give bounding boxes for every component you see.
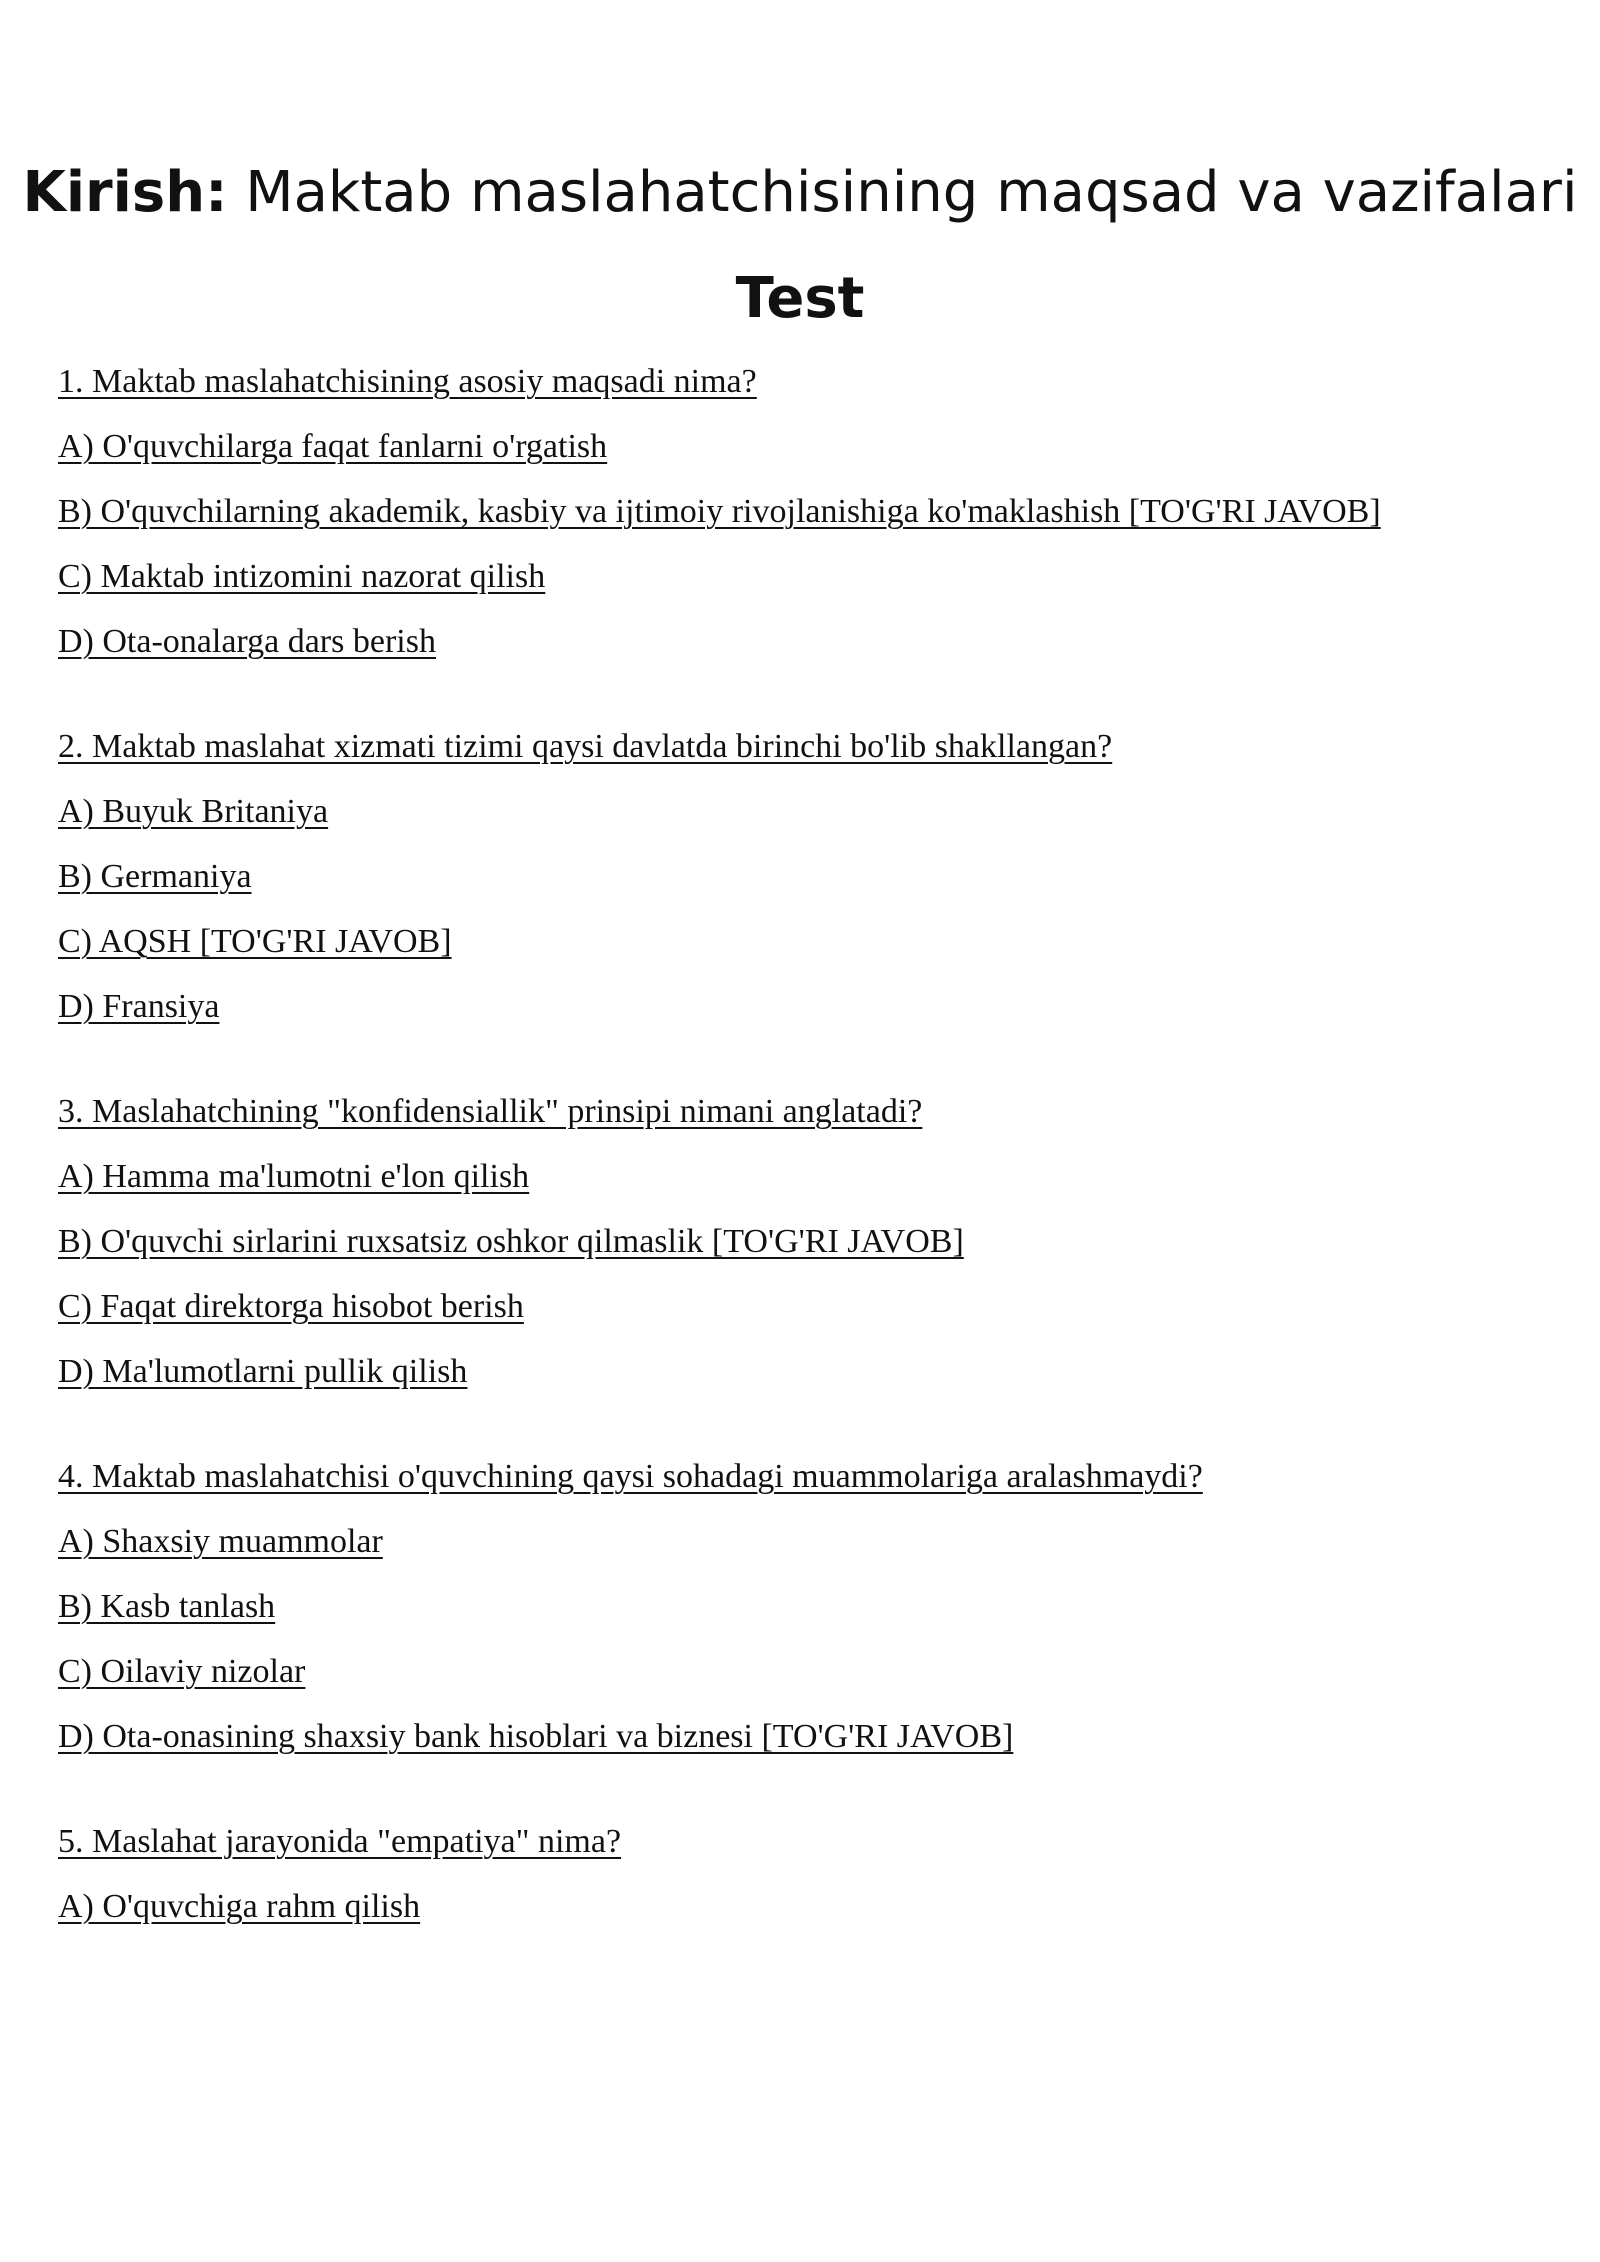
answer-option-c: C) AQSH [TO'G'RI JAVOB] <box>58 923 452 960</box>
question-2 <box>58 727 1498 1027</box>
page-subtitle: Test <box>735 266 865 331</box>
answer-option-b: B) Germaniya <box>58 858 252 895</box>
answer-option-c: C) Maktab intizomini nazorat qilish <box>58 558 546 595</box>
question-text: 3. Maslahatchining "konfidensiallik" prinsipi nimani anglatadi? <box>58 1093 923 1130</box>
answer-option-a: A) Buyuk Britaniya <box>58 793 329 830</box>
page-title-lead: Kirish: <box>22 160 228 225</box>
answer-option-a: A) Hamma ma'lumotni e'lon qilish <box>58 1158 530 1195</box>
answer-option-c: C) Oilaviy nizolar <box>58 1653 306 1690</box>
question-4 <box>58 1457 1498 1757</box>
question-1 <box>58 362 1498 662</box>
answer-option-a: A) O'quvchiga rahm qilish <box>58 1888 421 1925</box>
question-text: 2. Maktab maslahat xizmati tizimi qaysi davlatda birinchi bo'lib shakllangan? <box>58 728 1113 765</box>
question-text: 1. Maktab maslahatchisining asosiy maqsadi nima? <box>58 363 757 400</box>
answer-option-d: D) Ma'lumotlarni pullik qilish <box>58 1353 468 1390</box>
question-3 <box>58 1092 1498 1392</box>
answer-option-a: A) O'quvchilarga faqat fanlarni o'rgatish <box>58 428 608 465</box>
question-text: 4. Maktab maslahatchisi o'quvchining qaysi sohadagi muammolariga aralashmaydi? <box>58 1458 1203 1495</box>
answer-option-b: B) O'quvchilarning akademik, kasbiy va ijtimoiy rivojlanishiga ko'maklashish [TO'G'RI JAVOB] <box>58 493 1381 530</box>
answer-option-d: D) Ota-onalarga dars berish <box>58 623 436 660</box>
answer-option-d: D) Fransiya <box>58 988 220 1025</box>
answer-option-b: B) Kasb tanlash <box>58 1588 276 1625</box>
page-title-rest: Maktab maslahatchisining maqsad va vazifalari <box>227 160 1578 225</box>
answer-option-c: C) Faqat direktorga hisobot berish <box>58 1288 524 1325</box>
page-title <box>0 148 1600 238</box>
answer-option-b: B) O'quvchi sirlarini ruxsatsiz oshkor qilmaslik [TO'G'RI JAVOB] <box>58 1223 964 1260</box>
test-questions <box>58 362 1498 1992</box>
answer-option-a: A) Shaxsiy muammolar <box>58 1523 383 1560</box>
question-text: 5. Maslahat jarayonida "empatiya" nima? <box>58 1823 622 1860</box>
question-5 <box>58 1822 1498 1927</box>
answer-option-d: D) Ota-onasining shaxsiy bank hisoblari va biznesi [TO'G'RI JAVOB] <box>58 1718 1014 1755</box>
